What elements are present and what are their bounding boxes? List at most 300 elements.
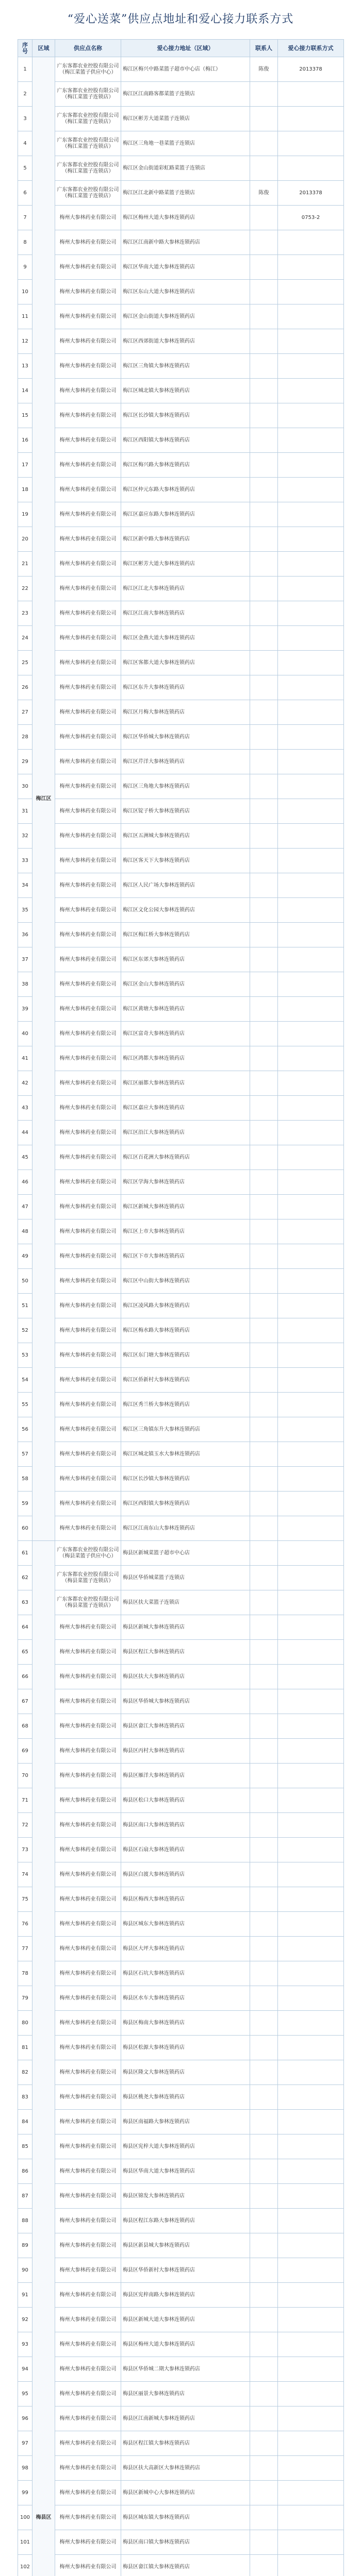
cell-address: 梅江区客天下大参林连锁药店	[121, 849, 250, 873]
cell-address: 梅江区侨新村大参林连锁药店	[121, 1368, 250, 1393]
cell-index: 6	[18, 181, 32, 206]
table-row	[18, 997, 344, 1022]
cell-phone	[278, 1961, 344, 1986]
cell-phone	[278, 478, 344, 502]
header-supplier: 供应点名称	[55, 40, 121, 57]
cell-phone	[278, 1788, 344, 1813]
cell-index: 80	[18, 2011, 32, 2036]
cell-contact	[250, 1615, 278, 1640]
cell-supplier: 梅州大参林药业有限公司	[55, 2011, 121, 2036]
table-row	[18, 1195, 344, 1219]
cell-index: 1	[18, 57, 32, 82]
cell-address: 梅江区金燕大道大参林连锁药店	[121, 626, 250, 651]
cell-address: 梅江区三角镇东升大参林连锁药店	[121, 1417, 250, 1442]
district-cell: 梅江区	[32, 57, 55, 1541]
cell-contact	[250, 1689, 278, 1714]
cell-supplier: 梅州大参林药业有限公司	[55, 2110, 121, 2134]
cell-index: 26	[18, 675, 32, 700]
cell-phone	[278, 1170, 344, 1195]
cell-phone	[278, 428, 344, 453]
cell-address: 梅县区新城菜篮子超市中心店	[121, 1541, 250, 1566]
cell-contact	[250, 1442, 278, 1467]
cell-contact	[250, 898, 278, 923]
cell-contact	[250, 2481, 278, 2505]
table-row	[18, 601, 344, 626]
table-row	[18, 1739, 344, 1764]
cell-supplier: 广东客都农业控股有限公司（梅县菜篮子供应中心）	[55, 1541, 121, 1566]
cell-phone	[278, 2481, 344, 2505]
cell-phone	[278, 502, 344, 527]
cell-contact	[250, 1590, 278, 1615]
cell-supplier: 梅州大参林药业有限公司	[55, 1022, 121, 1046]
cell-supplier: 梅州大参林药业有限公司	[55, 527, 121, 552]
cell-address: 梅县区扶大大参林连锁药店	[121, 1665, 250, 1689]
cell-contact	[250, 2110, 278, 2134]
cell-address: 梅县区隆文大参林连锁药店	[121, 2060, 250, 2085]
cell-address: 梅江区三角镇大参林连锁药店	[121, 354, 250, 379]
cell-address: 梅江区嘉应大参林连锁药店	[121, 1096, 250, 1121]
cell-index: 47	[18, 1195, 32, 1219]
cell-address: 梅江区嘉应东路大参林连锁药店	[121, 502, 250, 527]
cell-index: 29	[18, 750, 32, 774]
cell-supplier: 梅州大参林药业有限公司	[55, 577, 121, 601]
cell-contact	[250, 849, 278, 873]
cell-address: 梅江区江南大参林连锁药店	[121, 601, 250, 626]
cell-address: 梅江区江北新中路菜篮子连锁店	[121, 181, 250, 206]
cell-contact	[250, 1714, 278, 1739]
cell-contact	[250, 725, 278, 750]
cell-phone	[278, 1071, 344, 1096]
table-row	[18, 1937, 344, 1961]
cell-supplier: 广东客都农业控股有限公司（梅县菜篮子连锁店）	[55, 1566, 121, 1590]
cell-phone	[278, 2036, 344, 2060]
cell-address: 梅县区宪梓大道大参林连锁药店	[121, 2134, 250, 2159]
cell-phone	[278, 601, 344, 626]
cell-contact	[250, 577, 278, 601]
cell-contact	[250, 527, 278, 552]
cell-phone	[278, 1739, 344, 1764]
cell-supplier: 梅州大参林药业有限公司	[55, 2085, 121, 2110]
table-row	[18, 651, 344, 675]
cell-supplier: 梅州大参林药业有限公司	[55, 230, 121, 255]
table-row	[18, 1516, 344, 1541]
cell-contact	[250, 379, 278, 403]
cell-address: 梅县区畲江大参林连锁药店	[121, 1714, 250, 1739]
cell-index: 55	[18, 1393, 32, 1417]
cell-index: 8	[18, 230, 32, 255]
cell-phone	[278, 2382, 344, 2406]
cell-phone	[278, 2184, 344, 2209]
cell-supplier: 梅州大参林药业有限公司	[55, 873, 121, 898]
cell-index: 4	[18, 131, 32, 156]
cell-supplier: 梅州大参林药业有限公司	[55, 898, 121, 923]
cell-address: 梅江区下市大参林连锁药店	[121, 1244, 250, 1269]
table-row	[18, 972, 344, 997]
cell-supplier: 梅州大参林药业有限公司	[55, 1516, 121, 1541]
cell-supplier: 梅州大参林药业有限公司	[55, 1739, 121, 1764]
supply-point-table	[18, 39, 344, 2576]
table-row	[18, 1368, 344, 1393]
cell-address: 梅江区彬芳大道大参林连锁药店	[121, 552, 250, 577]
cell-phone	[278, 2283, 344, 2308]
cell-contact	[250, 1492, 278, 1516]
cell-index: 44	[18, 1121, 32, 1145]
cell-index: 63	[18, 1590, 32, 1615]
table-row	[18, 2233, 344, 2258]
cell-supplier: 梅州大参林药业有限公司	[55, 2332, 121, 2357]
cell-phone	[278, 2233, 344, 2258]
cell-phone	[278, 453, 344, 478]
cell-supplier: 梅州大参林药业有限公司	[55, 354, 121, 379]
page-title: “爱心送菜”供应点地址和爱心接力联系方式	[67, 13, 294, 26]
cell-contact	[250, 403, 278, 428]
cell-phone	[278, 824, 344, 849]
cell-contact	[250, 1343, 278, 1368]
table-row	[18, 478, 344, 502]
cell-address: 梅江区文化公园大参林连锁药店	[121, 898, 250, 923]
cell-address: 梅江区东郊大参林连锁药店	[121, 947, 250, 972]
cell-supplier: 梅州大参林药业有限公司	[55, 824, 121, 849]
cell-supplier: 梅州大参林药业有限公司	[55, 428, 121, 453]
cell-supplier: 梅州大参林药业有限公司	[55, 2431, 121, 2456]
table-row	[18, 1986, 344, 2011]
cell-index: 100	[18, 2505, 32, 2530]
cell-contact	[250, 131, 278, 156]
cell-index: 50	[18, 1269, 32, 1294]
cell-address: 梅江区仲元东路大参林连锁药店	[121, 478, 250, 502]
cell-address: 梅江区江南路客都菜篮子连锁店	[121, 82, 250, 107]
cell-supplier: 梅州大参林药业有限公司	[55, 255, 121, 280]
cell-phone	[278, 997, 344, 1022]
table-row	[18, 675, 344, 700]
cell-index: 57	[18, 1442, 32, 1467]
cell-phone	[278, 577, 344, 601]
cell-index: 94	[18, 2357, 32, 2382]
table-row	[18, 2209, 344, 2233]
cell-address: 梅县区城东镇大参林连锁药店	[121, 2505, 250, 2530]
table-row	[18, 1393, 344, 1417]
cell-address: 梅江区鸿都大参林连锁药店	[121, 1046, 250, 1071]
cell-index: 43	[18, 1096, 32, 1121]
cell-address: 梅江区丽都大参林连锁药店	[121, 1071, 250, 1096]
cell-index: 59	[18, 1492, 32, 1516]
cell-index: 85	[18, 2134, 32, 2159]
cell-contact	[250, 675, 278, 700]
cell-contact	[250, 1022, 278, 1046]
cell-phone	[278, 799, 344, 824]
table-row	[18, 1294, 344, 1318]
cell-address: 梅江区梅兴路大参林连锁药店	[121, 453, 250, 478]
cell-contact	[250, 1393, 278, 1417]
cell-phone	[278, 1541, 344, 1566]
table-row	[18, 1121, 344, 1145]
cell-index: 79	[18, 1986, 32, 2011]
cell-contact: 陈俊	[250, 57, 278, 82]
cell-address: 梅江区西阳镇大参林连锁药店	[121, 1492, 250, 1516]
cell-contact	[250, 2209, 278, 2233]
cell-address: 梅江区华南大道大参林连锁药店	[121, 255, 250, 280]
cell-contact	[250, 502, 278, 527]
cell-index: 17	[18, 453, 32, 478]
table-row	[18, 82, 344, 107]
cell-index: 48	[18, 1219, 32, 1244]
cell-supplier: 梅州大参林药业有限公司	[55, 1788, 121, 1813]
cell-address: 梅县区南口镇大参林连锁药店	[121, 2530, 250, 2555]
cell-contact	[250, 1986, 278, 2011]
cell-index: 38	[18, 972, 32, 997]
table-row	[18, 725, 344, 750]
cell-index: 99	[18, 2481, 32, 2505]
cell-index: 66	[18, 1665, 32, 1689]
cell-contact	[250, 947, 278, 972]
cell-phone	[278, 2357, 344, 2382]
cell-supplier: 广东客都农业控股有限公司（梅江菜篮子连锁店）	[55, 107, 121, 131]
cell-supplier: 梅州大参林药业有限公司	[55, 502, 121, 527]
cell-address: 梅县区梅西大参林连锁药店	[121, 1887, 250, 1912]
table-row	[18, 379, 344, 403]
cell-index: 53	[18, 1343, 32, 1368]
cell-contact	[250, 2555, 278, 2576]
cell-phone	[278, 1022, 344, 1046]
table-row	[18, 2456, 344, 2481]
cell-supplier: 梅州大参林药业有限公司	[55, 552, 121, 577]
table-row	[18, 577, 344, 601]
cell-phone	[278, 750, 344, 774]
cell-index: 51	[18, 1294, 32, 1318]
table-row	[18, 1244, 344, 1269]
cell-contact	[250, 2283, 278, 2308]
table-row	[18, 156, 344, 181]
cell-supplier: 梅州大参林药业有限公司	[55, 1714, 121, 1739]
cell-contact	[250, 2456, 278, 2481]
cell-index: 23	[18, 601, 32, 626]
cell-supplier: 梅州大参林药业有限公司	[55, 1343, 121, 1368]
table-row	[18, 2555, 344, 2576]
cell-supplier: 梅州大参林药业有限公司	[55, 1961, 121, 1986]
cell-index: 74	[18, 1862, 32, 1887]
table-row	[18, 57, 344, 82]
cell-phone	[278, 2209, 344, 2233]
cell-index: 41	[18, 1046, 32, 1071]
cell-index: 22	[18, 577, 32, 601]
cell-index: 3	[18, 107, 32, 131]
cell-supplier: 梅州大参林药业有限公司	[55, 2555, 121, 2576]
cell-address: 梅江区梅水路大参林连锁药店	[121, 1318, 250, 1343]
table-row	[18, 2530, 344, 2555]
cell-index: 7	[18, 206, 32, 230]
cell-phone	[278, 1615, 344, 1640]
cell-contact	[250, 626, 278, 651]
table-row	[18, 329, 344, 354]
cell-contact	[250, 651, 278, 675]
table-row	[18, 1492, 344, 1516]
cell-address: 梅江区城北镇玉水大参林连锁药店	[121, 1442, 250, 1467]
cell-phone	[278, 131, 344, 156]
cell-index: 20	[18, 527, 32, 552]
cell-phone	[278, 1318, 344, 1343]
cell-supplier: 梅州大参林药业有限公司	[55, 2060, 121, 2085]
cell-supplier: 梅州大参林药业有限公司	[55, 1393, 121, 1417]
cell-supplier: 梅州大参林药业有限公司	[55, 2456, 121, 2481]
cell-contact	[250, 1294, 278, 1318]
cell-index: 36	[18, 923, 32, 947]
cell-address: 梅江区西阳镇大参林连锁药店	[121, 428, 250, 453]
cell-address: 梅江区上市大参林连锁药店	[121, 1219, 250, 1244]
cell-contact	[250, 2159, 278, 2184]
cell-supplier: 梅州大参林药业有限公司	[55, 1689, 121, 1714]
cell-phone	[278, 2134, 344, 2159]
table-row	[18, 923, 344, 947]
cell-supplier: 梅州大参林药业有限公司	[55, 2036, 121, 2060]
cell-supplier: 梅州大参林药业有限公司	[55, 1096, 121, 1121]
cell-supplier: 梅州大参林药业有限公司	[55, 1838, 121, 1862]
cell-supplier: 梅州大参林药业有限公司	[55, 1887, 121, 1912]
cell-supplier: 梅州大参林药业有限公司	[55, 972, 121, 997]
table-row	[18, 403, 344, 428]
table-row	[18, 527, 344, 552]
cell-phone	[278, 1862, 344, 1887]
cell-contact	[250, 1145, 278, 1170]
cell-phone	[278, 1195, 344, 1219]
cell-phone	[278, 304, 344, 329]
cell-supplier: 梅州大参林药业有限公司	[55, 2481, 121, 2505]
table-row	[18, 1219, 344, 1244]
cell-phone	[278, 2060, 344, 2085]
cell-supplier: 梅州大参林药业有限公司	[55, 2258, 121, 2283]
cell-index: 88	[18, 2209, 32, 2233]
cell-address: 梅江区江南新中路大参林连锁药店	[121, 230, 250, 255]
cell-address: 梅江区金山街道彩虹路菜篮子连锁店	[121, 156, 250, 181]
cell-address: 梅江区金山大参林连锁药店	[121, 972, 250, 997]
cell-phone	[278, 774, 344, 799]
cell-contact	[250, 1640, 278, 1665]
cell-contact	[250, 156, 278, 181]
cell-contact: 陈俊	[250, 181, 278, 206]
cell-phone	[278, 2110, 344, 2134]
cell-supplier: 梅州大参林药业有限公司	[55, 1640, 121, 1665]
table-row	[18, 849, 344, 873]
cell-index: 96	[18, 2406, 32, 2431]
cell-index: 11	[18, 304, 32, 329]
cell-phone	[278, 626, 344, 651]
cell-address: 梅江区学海大参林连锁药店	[121, 1170, 250, 1195]
cell-phone	[278, 1714, 344, 1739]
header-district: 区域	[32, 40, 55, 57]
cell-address: 梅江区黄塘大参林连锁药店	[121, 997, 250, 1022]
header-phone: 爱心接力联系方式	[278, 40, 344, 57]
table-row	[18, 131, 344, 156]
cell-address: 梅县区华侨新村大参林连锁药店	[121, 2258, 250, 2283]
cell-contact	[250, 2011, 278, 2036]
cell-phone	[278, 1343, 344, 1368]
table-row	[18, 1961, 344, 1986]
cell-contact	[250, 1541, 278, 1566]
cell-address: 梅江区芹洋大参林连锁药店	[121, 750, 250, 774]
cell-contact	[250, 1937, 278, 1961]
cell-contact	[250, 2357, 278, 2382]
cell-supplier: 梅州大参林药业有限公司	[55, 1195, 121, 1219]
cell-index: 77	[18, 1937, 32, 1961]
cell-address: 梅县区梅南大参林连锁药店	[121, 2011, 250, 2036]
table-row	[18, 1640, 344, 1665]
cell-supplier: 梅州大参林药业有限公司	[55, 651, 121, 675]
table-row	[18, 1813, 344, 1838]
cell-supplier: 梅州大参林药业有限公司	[55, 1318, 121, 1343]
cell-phone	[278, 675, 344, 700]
table-row	[18, 824, 344, 849]
cell-phone	[278, 280, 344, 304]
cell-address: 梅县区扶大菜篮子连锁店	[121, 1590, 250, 1615]
table-row	[18, 1838, 344, 1862]
cell-supplier: 梅州大参林药业有限公司	[55, 304, 121, 329]
cell-address: 梅县区白渡大参林连锁药店	[121, 1862, 250, 1887]
table-row	[18, 206, 344, 230]
cell-contact	[250, 1096, 278, 1121]
cell-phone	[278, 2505, 344, 2530]
cell-index: 65	[18, 1640, 32, 1665]
table-body	[18, 57, 344, 2576]
cell-address: 梅江区月梅大参林连锁药店	[121, 700, 250, 725]
table-row	[18, 107, 344, 131]
cell-supplier: 梅州大参林药业有限公司	[55, 2184, 121, 2209]
cell-address: 梅县区城东大参林连锁药店	[121, 1912, 250, 1937]
table-row	[18, 1615, 344, 1640]
cell-phone	[278, 527, 344, 552]
cell-contact	[250, 1269, 278, 1294]
cell-phone	[278, 1764, 344, 1788]
cell-index: 34	[18, 873, 32, 898]
cell-supplier: 梅州大参林药业有限公司	[55, 206, 121, 230]
table-row	[18, 1046, 344, 1071]
table-row	[18, 700, 344, 725]
cell-phone	[278, 1838, 344, 1862]
cell-phone	[278, 923, 344, 947]
cell-address: 梅县区松口大参林连锁药店	[121, 1788, 250, 1813]
cell-index: 68	[18, 1714, 32, 1739]
cell-index: 84	[18, 2110, 32, 2134]
cell-supplier: 梅州大参林药业有限公司	[55, 997, 121, 1022]
cell-address: 梅江区东山大道大参林连锁药店	[121, 280, 250, 304]
cell-supplier: 广东客都农业控股有限公司（梅江菜篮子连锁店）	[55, 181, 121, 206]
cell-contact	[250, 2505, 278, 2530]
cell-supplier: 梅州大参林药业有限公司	[55, 329, 121, 354]
cell-contact	[250, 206, 278, 230]
cell-supplier: 梅州大参林药业有限公司	[55, 453, 121, 478]
cell-phone	[278, 1244, 344, 1269]
cell-index: 61	[18, 1541, 32, 1566]
cell-phone	[278, 2555, 344, 2576]
table-row	[18, 947, 344, 972]
cell-index: 81	[18, 2036, 32, 2060]
cell-address: 梅江区秀兰桥大参林连锁药店	[121, 1393, 250, 1417]
cell-index: 64	[18, 1615, 32, 1640]
cell-contact	[250, 1219, 278, 1244]
table-row	[18, 799, 344, 824]
cell-address: 梅县区水车大参林连锁药店	[121, 1986, 250, 2011]
cell-supplier: 广东客都农业控股有限公司（梅江菜篮子供应中心）	[55, 57, 121, 82]
cell-index: 86	[18, 2159, 32, 2184]
cell-contact	[250, 1071, 278, 1096]
cell-address: 梅江区中山街大参林连锁药店	[121, 1269, 250, 1294]
cell-index: 71	[18, 1788, 32, 1813]
cell-supplier: 梅州大参林药业有限公司	[55, 675, 121, 700]
cell-address: 梅江区金山街道大参林连锁药店	[121, 304, 250, 329]
cell-phone	[278, 1219, 344, 1244]
cell-phone	[278, 1912, 344, 1937]
table-row	[18, 2011, 344, 2036]
cell-contact	[250, 2332, 278, 2357]
table-row	[18, 898, 344, 923]
